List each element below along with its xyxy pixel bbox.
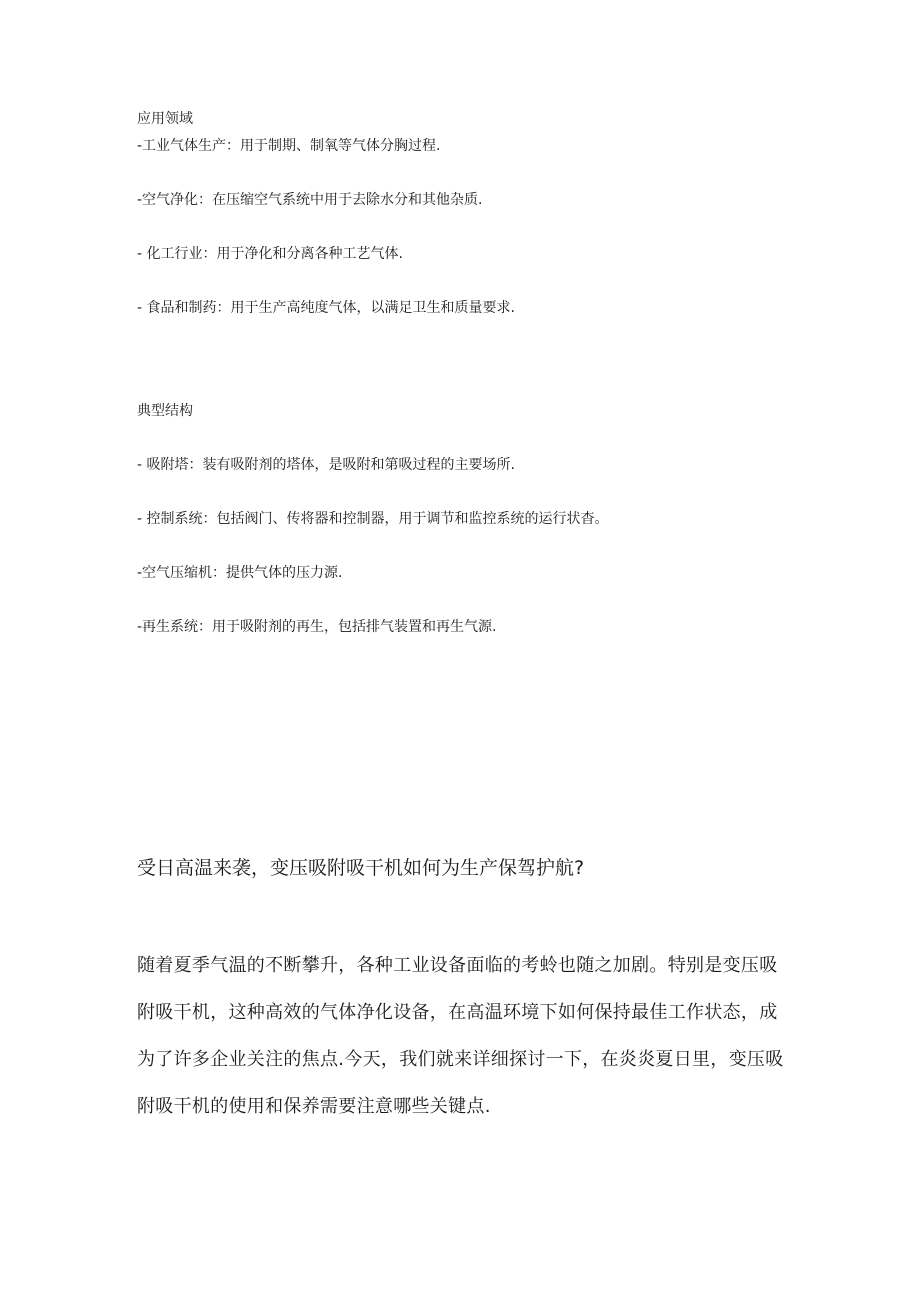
article-body-line: 附吸干机的使用和保养需要注意哪些关键点. bbox=[137, 1096, 491, 1117]
article-title: 受日高温来袭，变压吸附吸干机如何为生产保驾护航? bbox=[137, 857, 585, 879]
applications-item-air-purification: -空气净化：在压缩空气系统中用于去除水分和其他杂质. bbox=[137, 192, 483, 208]
applications-item-chemical: - 化工行业：用于净化和分离各种工艺气体. bbox=[137, 246, 403, 262]
article-body-line: 附吸干机，这种高效的气体净化设备，在高温环境下如何保持最佳工作状态，成 bbox=[137, 1002, 778, 1023]
structure-item-control: - 控制系统：包括阀门、传将器和控制器，用于调节和监控系统的运行状杳。 bbox=[137, 511, 609, 527]
article-body-line: 随着夏季气温的不断攀升，各种工业设备面临的考蛉也随之加剧。特别是变压吸 bbox=[137, 955, 778, 976]
article-body bbox=[137, 942, 787, 1130]
structure-heading: 典型结构 bbox=[137, 403, 193, 419]
structure-item-tower: - 吸附塔：装有吸附剂的塔体，是吸附和第吸过程的主要场所. bbox=[137, 457, 515, 473]
applications-item-industrial-gas: -工业气体生产：用于制期、制氧等气体分胸过程. bbox=[137, 138, 441, 154]
applications-item-food-pharma: - 食品和制药：用于生产高纯度气体，以满足卫生和质量要求. bbox=[137, 300, 515, 316]
article-body-line: 为了许多企业关注的焦点.今天，我们就来详细探讨一下，在炎炎夏日里，变压吸 bbox=[137, 1049, 784, 1070]
structure-item-regeneration: -再生系统：用于吸附剂的再生，包括排气装置和再生气源. bbox=[137, 619, 497, 635]
applications-heading: 应用领域 bbox=[137, 111, 193, 127]
structure-item-compressor: -空气压缩机：提供气体的压力源. bbox=[137, 565, 343, 581]
